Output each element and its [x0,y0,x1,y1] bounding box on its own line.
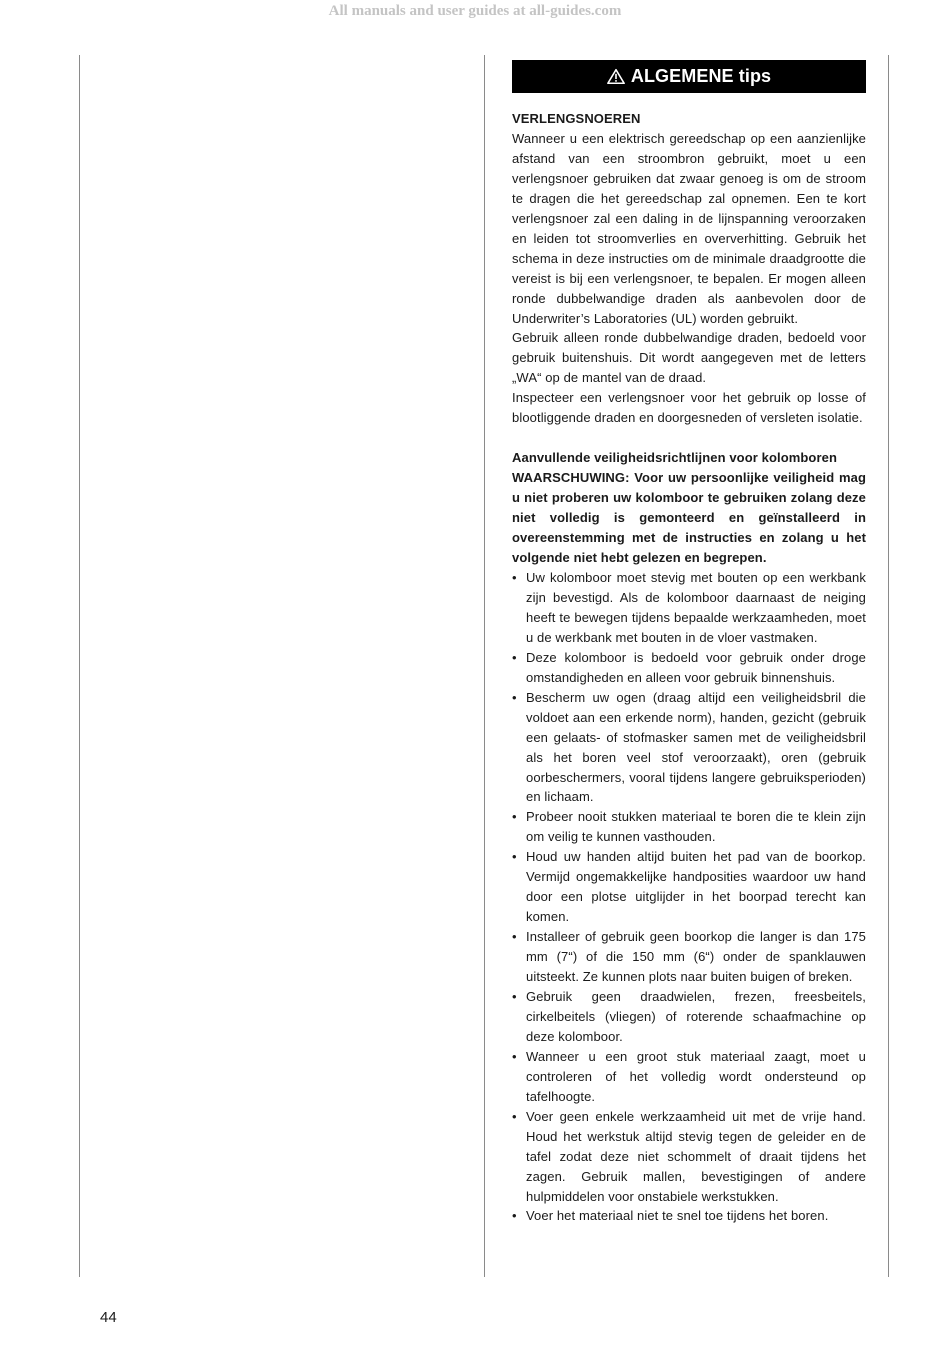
drill-press-warning: WAARSCHUWING: Voor uw persoonlijke veiligheid mag u niet proberen uw kolomboor te gebruiken zolang deze niet volledig is gemonteerd en geïnstalleerd in overeenstemming met de instructies en zolang u het volgende niet hebt gelezen en begrepen. [512,470,866,566]
section-header-title: ALGEMENE tips [630,65,772,86]
extension-cords-paragraph: Inspecteer een verlengsnoer voor het gebruik op losse of blootliggende draden en doorgesneden of versleten isolatie. [512,390,866,426]
page-number: 44 [100,1309,117,1326]
extension-cords-heading: VERLENGSNOEREN [512,111,641,126]
list-item: • Bescherm uw ogen (draag altijd een veiligheidsbril die voldoet aan een erkende norm), handen, gezicht (gebruik een gelaats- of stofmasker samen met de veiligheidsbril als het boren veel stof veroorzaakt), oren (gebruik oorbeschermers, vooral tijdens langere gebruiksperioden) en lichaam. [512,688,866,808]
extension-cords-paragraph: Wanneer u een elektrisch gereedschap op een aanzienlijke afstand van een stroombron gebruikt, moet u een verlengsnoer gebruiken dat zwaar genoeg is om de stroom te dragen die het gereedschap zal opnemen. Een te kort verlengsnoer zal een daling in de lijnspanning veroorzaken en leiden tot stroomverlies en oververhitting. Gebruik het schema in deze instructies om de minimale draadgrootte die vereist is bij een verlengsnoer, te bepalen. Er mogen alleen ronde dubbelwandige draden als aanbevolen door de Underwriter’s Laboratories (UL) worden gebruikt. [512,130,866,326]
drill-press-safety-heading: Aanvullende veiligheidsrichtlijnen voor kolomboren [512,450,838,466]
column-divider-left [79,55,80,1277]
list-item: • Voer geen enkele werkzaamheid uit met de vrije hand. Houd het werkstuk altijd stevig tegen de geleider en de tafel zodat deze niet schommelt of draait tijdens het zagen. Gebruik mallen, bevestigingen of andere hulpmiddelen voor onstabiele werkstukken. [512,1107,866,1207]
warning-triangle-icon [607,68,625,85]
right-text-column [512,60,866,1226]
list-item: • Gebruik geen draadwielen, frezen, freesbeitels, cirkelbeitels (vliegen) of roterende schaafmachine op deze kolomboor. [512,987,866,1047]
column-divider-middle [484,55,485,1277]
list-item: • Wanneer u een groot stuk materiaal zaagt, moet u controleren of het volledig wordt ondersteund op tafelhoogte. [512,1047,866,1107]
list-item: • Installeer of gebruik geen boorkop die langer is dan 175 mm (7“) of die 150 mm (6“) onder de spanklauwen uitsteekt. Ze kunnen plots naar buiten buigen of breken. [512,927,866,987]
list-item: • Probeer nooit stukken materiaal te boren die te klein zijn om veilig te kunnen vasthouden. [512,807,866,847]
list-item: • Houd uw handen altijd buiten het pad van de boorkop. Vermijd ongemakkelijke handposities waardoor uw hand door een plotse uitglijder in het boorpad terecht kan komen. [512,847,866,927]
list-item: • Voer het materiaal niet te snel toe tijdens het boren. [512,1206,866,1226]
extension-cords-paragraph: Gebruik alleen ronde dubbelwandige draden, bedoeld voor gebruik buitenshuis. Dit wordt aangegeven met de letters „WA“ op de mantel van de draad. [512,330,866,386]
section-spacer [512,428,866,448]
list-item: • Uw kolomboor moet stevig met bouten op een werkbank zijn bevestigd. Als de kolomboor daarnaast de neiging heeft te bewegen tijdens bepaalde werkzaamheden, moet u de werkbank met bouten in de vloer vastmaken. [512,568,866,648]
column-divider-right [888,55,889,1277]
watermark-text: All manuals and user guides at all-guides.com [328,3,622,19]
list-item: • Deze kolomboor is bedoeld voor gebruik onder droge omstandigheden en alleen voor gebruik binnenshuis. [512,648,866,688]
section-header-bar [512,60,866,93]
safety-bullet-list [512,568,866,1226]
